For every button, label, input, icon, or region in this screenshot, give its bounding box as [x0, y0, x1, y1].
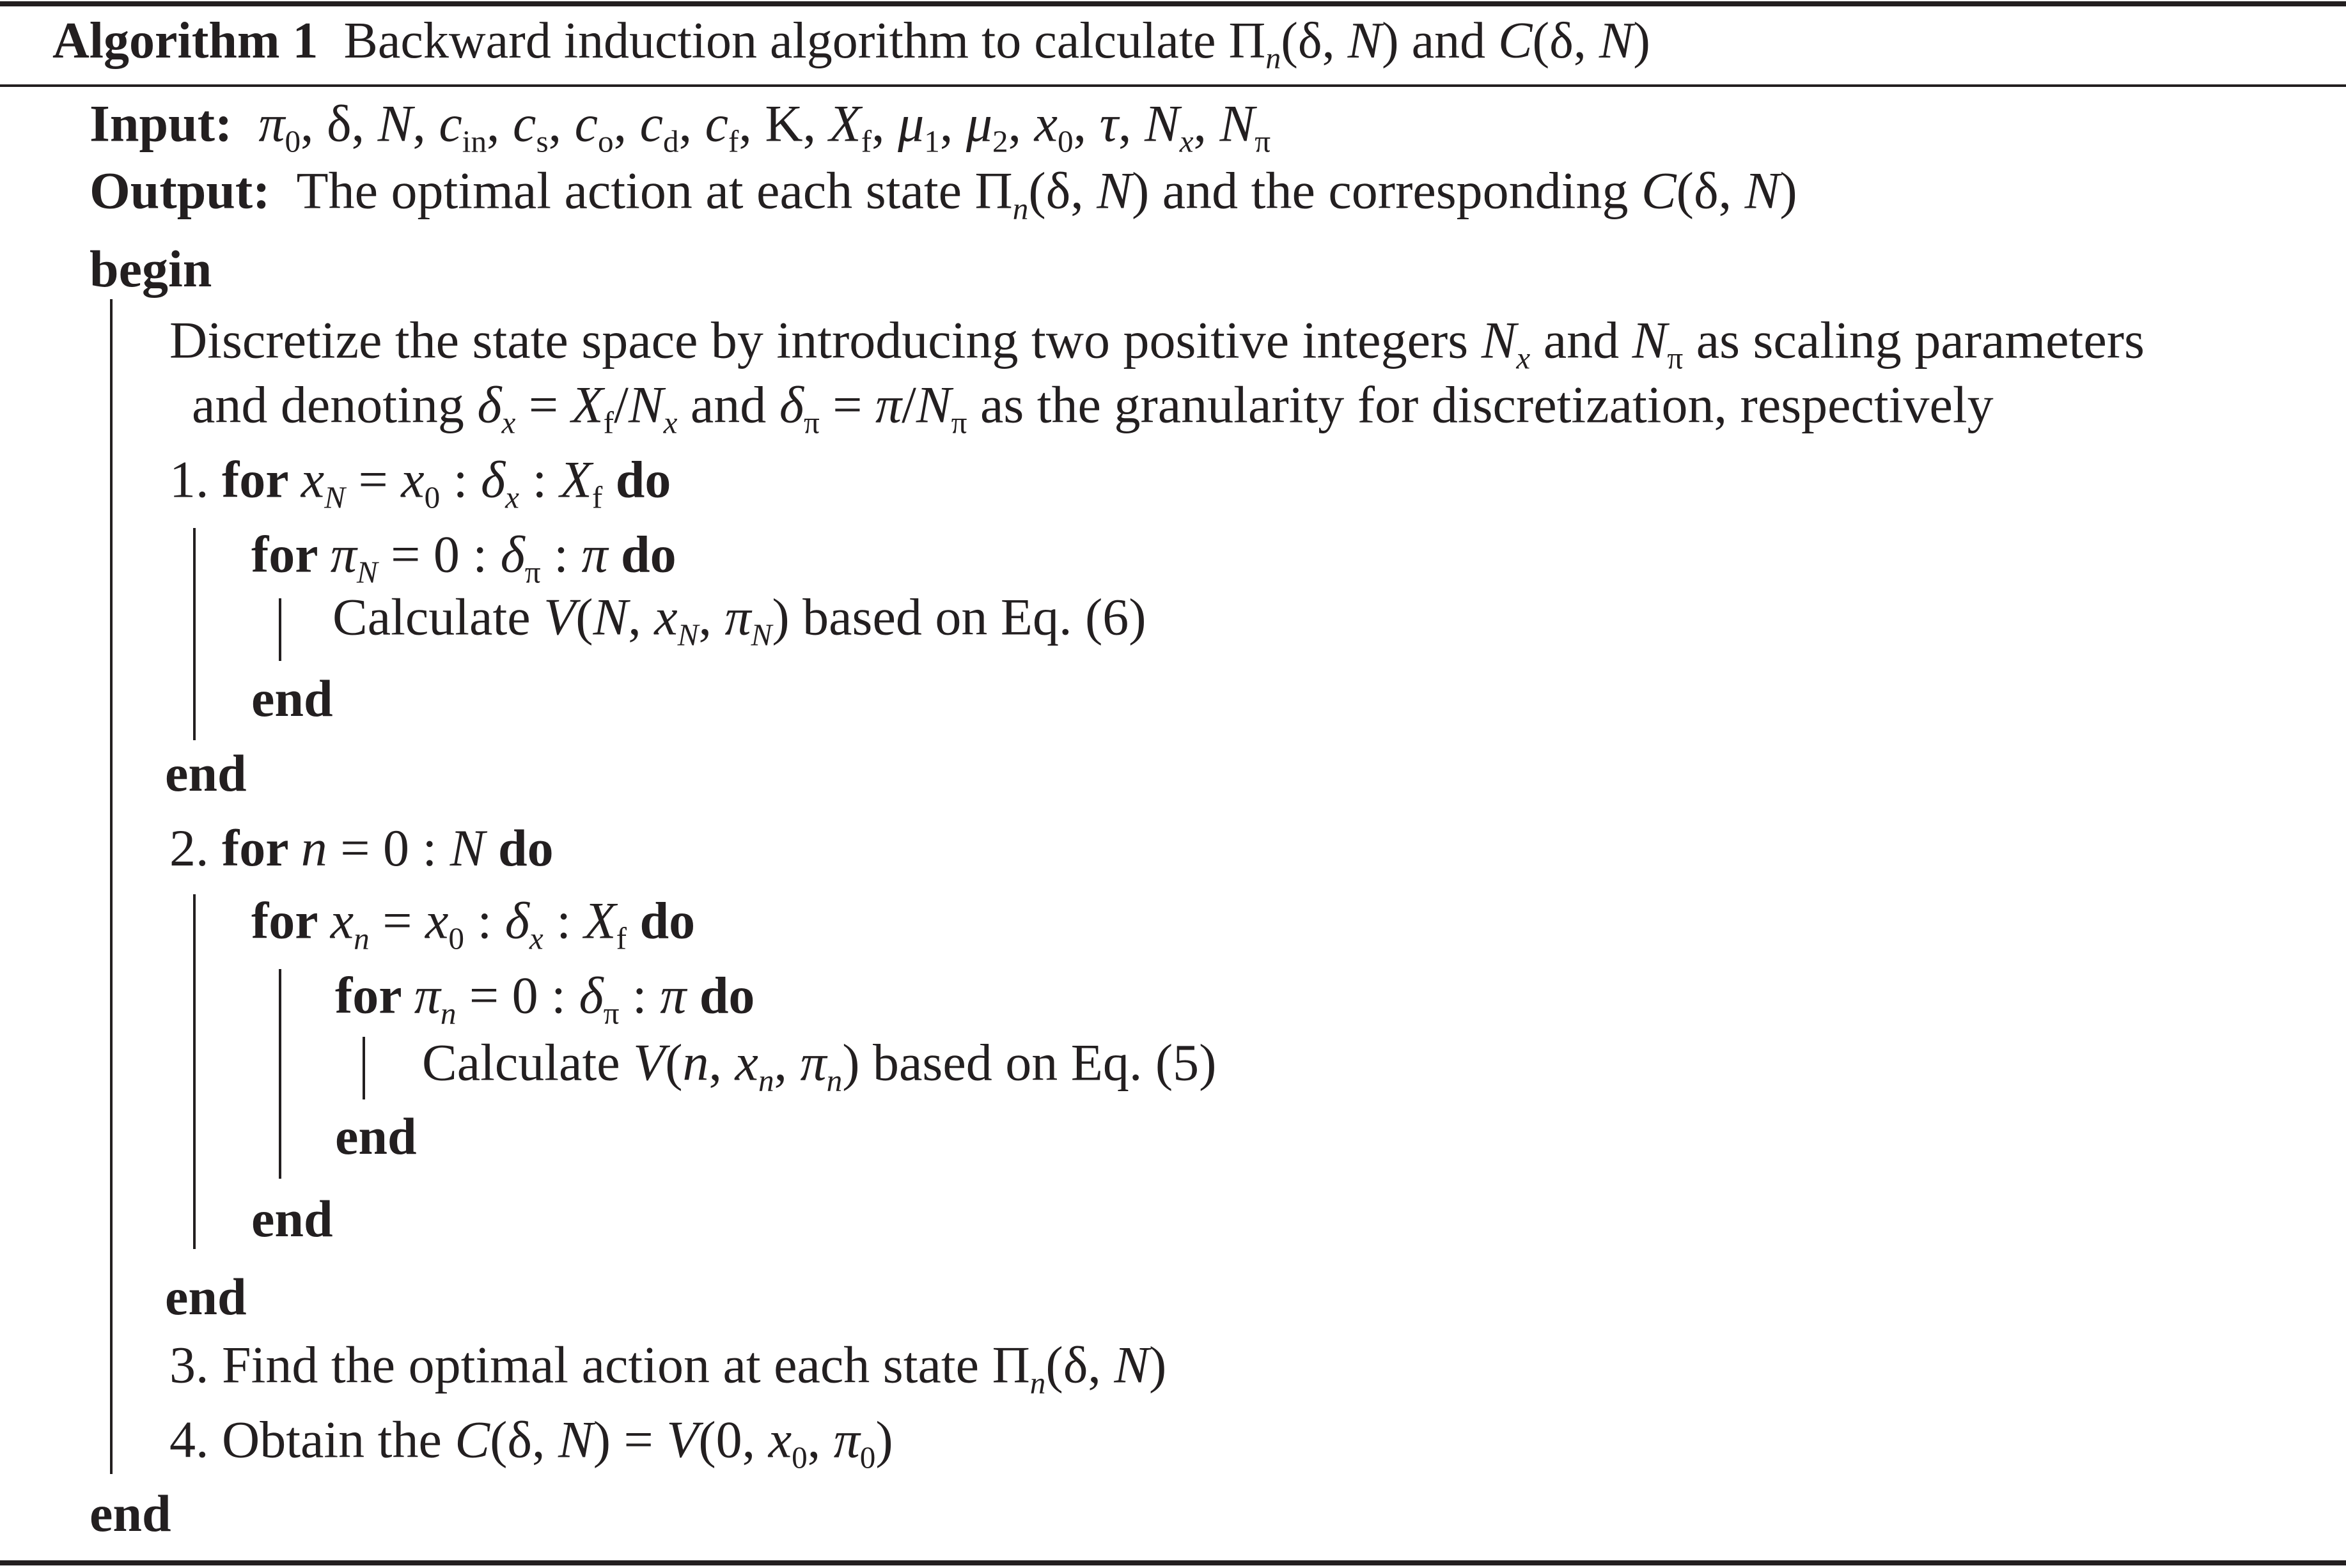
text-segment: 0 — [448, 920, 464, 956]
text-segment: , — [807, 1410, 834, 1469]
text-segment: δ — [500, 525, 525, 584]
text-segment: end — [165, 744, 247, 802]
text-segment: for — [251, 525, 331, 584]
text-segment: π — [803, 405, 820, 440]
text-segment: = — [369, 891, 425, 950]
text-segment: f — [616, 920, 627, 956]
text-segment: Discretize the state space by introducing two positive integers — [169, 311, 1482, 369]
text-segment: , — [1118, 94, 1145, 153]
text-segment: ) — [1633, 13, 1650, 70]
text-segment: : — [440, 450, 481, 509]
text-segment: π — [1667, 340, 1684, 376]
text-segment: N — [324, 479, 345, 515]
text-segment: and — [1530, 311, 1632, 369]
text-segment: μ — [898, 94, 925, 153]
text-segment: x — [501, 405, 516, 440]
bottom-rule — [0, 1560, 2346, 1565]
text-segment: n — [682, 1033, 709, 1092]
text-segment: δ — [504, 891, 529, 950]
text-segment: π — [414, 966, 441, 1025]
text-segment: ) — [875, 1410, 893, 1469]
text-segment: Output: — [90, 161, 297, 220]
for-pin — [335, 966, 755, 1031]
text-segment: x — [330, 891, 354, 950]
text-segment: Calculate — [332, 587, 544, 646]
text-segment: end — [251, 669, 333, 727]
text-segment: N — [1599, 13, 1634, 70]
text-segment: x — [425, 891, 449, 950]
text-segment: x — [505, 479, 519, 515]
text-segment: x — [735, 1033, 758, 1092]
text-segment: N — [450, 819, 485, 877]
text-segment: Backward induction algorithm to calculate Π — [318, 13, 1266, 70]
text-segment: N — [377, 94, 413, 153]
text-segment: x — [401, 450, 425, 509]
text-segment: x — [1179, 123, 1194, 159]
text-segment: , — [698, 587, 725, 646]
text-segment: for — [222, 450, 301, 509]
begin-block-bar — [110, 299, 113, 1474]
for-piN — [251, 525, 676, 590]
text-segment: ) = — [593, 1410, 667, 1469]
calculate-V-n — [422, 1033, 1217, 1098]
text-segment: δ — [579, 966, 604, 1025]
text-segment: x — [768, 1410, 792, 1469]
text-segment: 0 — [792, 1440, 808, 1475]
text-segment: π — [875, 375, 902, 434]
text-segment: π — [833, 1410, 860, 1469]
text-segment: / — [614, 375, 629, 434]
text-segment: δ — [477, 375, 502, 434]
text-segment: π — [524, 554, 541, 590]
text-segment: = 0 : — [327, 819, 450, 877]
text-segment: f — [591, 479, 603, 515]
text-segment: c — [439, 94, 462, 153]
text-segment: N — [1481, 311, 1517, 369]
text-segment: end — [165, 1268, 247, 1326]
title-rule — [0, 84, 2346, 87]
text-segment: (δ, — [490, 1410, 559, 1469]
text-segment: ) — [1149, 1335, 1167, 1394]
text-segment: 3. Find the optimal action at each state Π — [169, 1335, 1030, 1394]
text-segment: The optimal action at each state Π — [296, 161, 1013, 220]
text-segment: f — [728, 123, 739, 159]
text-segment: 1 — [924, 123, 940, 159]
text-segment: , — [1193, 94, 1220, 153]
text-segment: 0 — [1058, 123, 1074, 159]
text-segment: μ — [966, 94, 993, 153]
text-segment: π — [330, 525, 357, 584]
text-segment: / — [902, 375, 916, 434]
end-middle-2 — [251, 1190, 333, 1248]
for-xn — [251, 891, 696, 956]
text-segment: = 0 : — [456, 966, 579, 1025]
text-segment: , K, — [739, 94, 829, 153]
text-segment: π — [660, 966, 687, 1025]
text-segment: : — [619, 966, 661, 1025]
text-segment: 0 — [859, 1440, 876, 1475]
text-segment: N — [1219, 94, 1255, 153]
text-segment: N — [916, 375, 951, 434]
text-segment: C — [455, 1410, 490, 1469]
loop2-outer-bar — [193, 894, 196, 1249]
text-segment: and denoting — [192, 375, 478, 434]
text-segment: N — [1632, 311, 1668, 369]
text-segment: , — [1073, 94, 1100, 153]
text-segment: : — [464, 891, 505, 950]
text-segment: , — [1008, 94, 1035, 153]
text-segment: N — [628, 375, 664, 434]
text-segment: , — [939, 94, 966, 153]
text-segment: C — [1641, 161, 1677, 220]
input-line — [90, 94, 1271, 159]
text-segment: δ — [779, 375, 804, 434]
discretize-line — [169, 311, 2145, 376]
text-segment: f — [861, 123, 872, 159]
text-segment: x — [663, 405, 678, 440]
text-segment: n — [1265, 41, 1281, 75]
text-segment: (δ, — [1532, 13, 1599, 70]
text-segment: δ — [481, 450, 506, 509]
text-segment: π — [258, 94, 285, 153]
text-segment: N — [1097, 161, 1132, 220]
text-segment: , — [548, 94, 575, 153]
text-segment: N — [1744, 161, 1780, 220]
text-segment: π — [951, 405, 967, 440]
text-segment: n — [758, 1062, 774, 1098]
output-line — [90, 161, 1797, 226]
loop1-outer-bar — [193, 528, 196, 740]
text-segment: ) and — [1381, 13, 1499, 70]
algorithm-title — [52, 15, 1650, 74]
text-segment: V — [543, 587, 576, 646]
text-segment: c — [705, 94, 729, 153]
text-segment: do — [602, 450, 671, 509]
text-segment: as the granularity for discretization, respectively — [967, 375, 1994, 434]
text-segment: end — [90, 1484, 171, 1542]
discretize-line-cont — [192, 375, 1994, 440]
text-segment: c — [639, 94, 664, 153]
text-segment: x — [1516, 340, 1531, 376]
text-segment: x — [301, 450, 325, 509]
text-segment: , — [487, 94, 513, 153]
text-segment: n — [826, 1062, 843, 1098]
text-segment: o — [598, 123, 614, 159]
text-segment: = — [819, 375, 876, 434]
text-segment: end — [251, 1190, 333, 1248]
text-segment: n — [1029, 1365, 1046, 1401]
text-segment: , — [708, 1033, 735, 1092]
text-segment: 2 — [992, 123, 1008, 159]
begin-keyword — [90, 240, 212, 298]
text-segment: ) based on Eq. (6) — [772, 587, 1146, 646]
text-segment: Input: — [90, 94, 259, 153]
text-segment: N — [593, 587, 629, 646]
text-segment: end — [335, 1107, 417, 1165]
text-segment: ) — [1779, 161, 1797, 220]
text-segment: 1. — [169, 450, 222, 509]
text-segment: 0 — [424, 479, 441, 515]
text-segment: ) and the corresponding — [1131, 161, 1641, 220]
text-segment: and — [677, 375, 779, 434]
text-segment: , — [872, 94, 898, 153]
text-segment: begin — [90, 240, 212, 298]
text-segment: Calculate — [422, 1033, 634, 1092]
text-segment: , δ, — [301, 94, 378, 153]
loop2-middle-bar — [279, 969, 281, 1179]
text-segment: , — [613, 94, 640, 153]
text-segment: N — [751, 617, 772, 653]
text-segment: X — [571, 375, 604, 434]
text-segment: for — [251, 891, 331, 950]
text-segment: do — [485, 819, 554, 877]
end-begin — [90, 1484, 171, 1542]
text-segment: X — [559, 450, 592, 509]
text-segment: n — [354, 920, 370, 956]
text-segment: do — [607, 525, 676, 584]
end-inner-2 — [335, 1107, 417, 1165]
text-segment: : — [519, 450, 560, 509]
text-segment: 0 — [285, 123, 301, 159]
text-segment: V — [666, 1410, 699, 1469]
step2-for-n — [169, 819, 554, 877]
text-segment: π — [800, 1033, 827, 1092]
text-segment: x — [529, 920, 543, 956]
text-segment: do — [627, 891, 696, 950]
text-segment: N — [1114, 1335, 1150, 1394]
text-segment: c — [574, 94, 598, 153]
text-segment: c — [513, 94, 536, 153]
text-segment: C — [1498, 13, 1533, 70]
text-segment: N — [1145, 94, 1180, 153]
text-segment: N — [1347, 13, 1382, 70]
step3-line — [169, 1335, 1167, 1401]
text-segment: x — [1034, 94, 1058, 153]
text-segment: (δ, — [1028, 161, 1097, 220]
text-segment: ( — [575, 587, 593, 646]
text-segment: 4. Obtain the — [169, 1410, 455, 1469]
text-segment: τ — [1099, 94, 1118, 153]
text-segment: 2. — [169, 819, 222, 877]
text-segment: (0, — [698, 1410, 769, 1469]
text-segment: s — [536, 123, 549, 159]
text-segment: (δ, — [1045, 1335, 1114, 1394]
end-outer-2 — [165, 1268, 247, 1326]
text-segment: N — [356, 554, 378, 590]
step4-line — [169, 1410, 893, 1475]
text-segment: (δ, — [1281, 13, 1348, 70]
text-segment: π — [724, 587, 751, 646]
text-segment: π — [581, 525, 608, 584]
text-segment: Algorithm 1 — [52, 13, 318, 70]
text-segment: for — [335, 966, 414, 1025]
text-segment: n — [1012, 190, 1029, 226]
text-segment: , — [774, 1033, 801, 1092]
text-segment: f — [603, 405, 614, 440]
text-segment: : — [543, 891, 584, 950]
text-segment: (δ, — [1676, 161, 1745, 220]
text-segment: n — [440, 995, 457, 1031]
text-segment: π — [1255, 123, 1271, 159]
text-segment: X — [829, 94, 861, 153]
text-segment: X — [584, 891, 616, 950]
text-segment: for — [222, 819, 301, 877]
top-rule — [0, 1, 2346, 6]
end-inner-1 — [251, 669, 333, 727]
text-segment: V — [633, 1033, 666, 1092]
text-segment: n — [301, 819, 327, 877]
text-segment: , — [412, 94, 439, 153]
loop2-inner-bar — [363, 1037, 365, 1099]
text-segment: N — [677, 617, 699, 653]
text-segment: d — [663, 123, 679, 159]
text-segment: N — [558, 1410, 593, 1469]
step1-for-xN — [169, 450, 671, 515]
text-segment: ) based on Eq. (5) — [842, 1033, 1217, 1092]
text-segment: = — [345, 450, 402, 509]
text-segment: as scaling parameters — [1683, 311, 2145, 369]
loop1-inner-bar — [279, 598, 281, 661]
calculate-V-N — [332, 587, 1146, 653]
text-segment: , — [678, 94, 705, 153]
text-segment: , — [628, 587, 655, 646]
text-segment: = — [515, 375, 572, 434]
end-outer-1 — [165, 744, 247, 802]
text-segment: x — [654, 587, 678, 646]
text-segment: do — [686, 966, 755, 1025]
text-segment: π — [603, 995, 620, 1031]
text-segment: in — [462, 123, 487, 159]
text-segment: ( — [665, 1033, 683, 1092]
text-segment: : — [540, 525, 582, 584]
text-segment: = 0 : — [377, 525, 501, 584]
